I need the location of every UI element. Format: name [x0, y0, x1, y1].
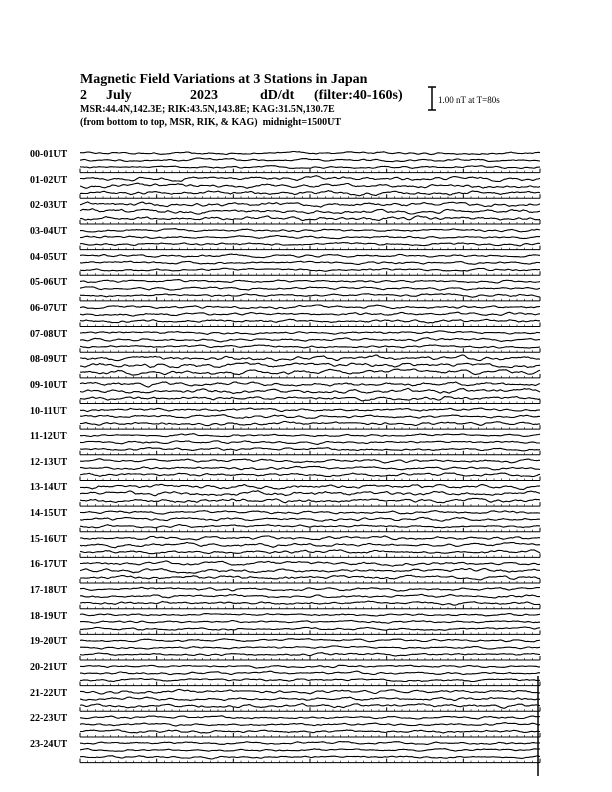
row-label-01-02UT: 01-02UT: [30, 174, 68, 186]
trace-RIK-23-24UT: [80, 749, 540, 752]
trace-KAG-03-04UT: [80, 229, 540, 232]
trace-RIK-19-20UT: [80, 646, 540, 649]
trace-RIK-16-17UT: [80, 569, 540, 574]
row-label-22-23UT: 22-23UT: [30, 713, 68, 725]
trace-RIK-05-06UT: [80, 287, 540, 290]
trace-MSR-07-08UT: [80, 345, 540, 348]
trace-KAG-10-11UT: [80, 408, 540, 411]
trace-KAG-13-14UT: [80, 484, 540, 489]
trace-MSR-23-24UT: [80, 756, 540, 759]
row-label-15-16UT: 15-16UT: [30, 533, 68, 545]
filter-label: (filter:40-160s): [314, 88, 403, 103]
trace-RIK-00-01UT: [80, 158, 540, 162]
trace-MSR-17-18UT: [80, 601, 540, 605]
row-label-06-07UT: 06-07UT: [30, 302, 68, 314]
row-label-20-21UT: 20-21UT: [30, 662, 68, 673]
trace-MSR-11-12UT: [80, 448, 540, 451]
trace-RIK-03-04UT: [80, 236, 540, 239]
trace-MSR-05-06UT: [80, 294, 540, 298]
row-label-10-11UT: 10-11UT: [30, 405, 67, 417]
trace-KAG-20-21UT: [80, 665, 540, 668]
trace-MSR-18-19UT: [80, 627, 540, 630]
trace-RIK-21-22UT: [80, 697, 540, 701]
midnight-note: midnight=1500UT: [262, 117, 342, 128]
trace-KAG-09-10UT: [80, 382, 540, 387]
row-label-02-03UT: 02-03UT: [30, 200, 68, 212]
trace-KAG-17-18UT: [80, 587, 540, 591]
row-label-13-14UT: 13-14UT: [30, 482, 68, 494]
row-label-09-10UT: 09-10UT: [30, 379, 68, 391]
trace-KAG-23-24UT: [80, 742, 540, 745]
trace-MSR-15-16UT: [80, 550, 540, 554]
trace-MSR-02-03UT: [80, 216, 540, 221]
row-label-12-13UT: 12-13UT: [30, 456, 68, 468]
trace-RIK-22-23UT: [80, 723, 540, 726]
quantity-label: dD/dt: [260, 88, 295, 103]
date-month: July: [106, 88, 132, 103]
trace-KAG-04-05UT: [80, 254, 540, 258]
row-label-21-22UT: 21-22UT: [30, 687, 68, 699]
trace-RIK-13-14UT: [80, 491, 540, 496]
trace-KAG-18-19UT: [80, 614, 540, 617]
trace-KAG-02-03UT: [80, 202, 540, 207]
row-label-18-19UT: 18-19UT: [30, 610, 68, 622]
trace-RIK-06-07UT: [80, 312, 540, 316]
trace-RIK-11-12UT: [80, 441, 540, 445]
trace-RIK-04-05UT: [80, 261, 540, 264]
trace-RIK-01-02UT: [80, 183, 540, 188]
trace-KAG-16-17UT: [80, 561, 540, 566]
trace-KAG-19-20UT: [80, 639, 540, 642]
trace-KAG-00-01UT: [80, 152, 540, 155]
row-label-19-20UT: 19-20UT: [30, 636, 68, 648]
trace-MSR-06-07UT: [80, 319, 540, 323]
trace-RIK-18-19UT: [80, 620, 540, 623]
trace-KAG-05-06UT: [80, 280, 540, 283]
row-label-03-04UT: 03-04UT: [30, 225, 68, 237]
trace-KAG-06-07UT: [80, 305, 540, 309]
trace-KAG-12-13UT: [80, 459, 540, 463]
row-label-04-05UT: 04-05UT: [30, 251, 68, 263]
row-label-00-01UT: 00-01UT: [30, 149, 68, 160]
trace-KAG-07-08UT: [80, 331, 540, 335]
trace-RIK-10-11UT: [80, 415, 540, 419]
trace-RIK-08-09UT: [80, 363, 540, 368]
row-label-17-18UT: 17-18UT: [30, 585, 68, 597]
date-year: 2023: [190, 88, 218, 103]
trace-MSR-20-21UT: [80, 679, 540, 682]
station-coordinates: MSR:44.4N,142.3E; RIK:43.5N,143.8E; KAG:31.5N,130.7E: [80, 104, 335, 115]
trace-RIK-07-08UT: [80, 338, 540, 342]
trace-MSR-22-23UT: [80, 730, 540, 733]
station-order-note: (from bottom to top, MSR, RIK, & KAG): [80, 117, 258, 128]
trace-MSR-19-20UT: [80, 653, 540, 656]
trace-MSR-10-11UT: [80, 421, 540, 425]
row-label-05-06UT: 05-06UT: [30, 277, 68, 289]
trace-RIK-15-16UT: [80, 542, 540, 547]
trace-RIK-17-18UT: [80, 594, 540, 598]
trace-KAG-01-02UT: [80, 176, 540, 182]
trace-RIK-02-03UT: [80, 209, 540, 214]
trace-KAG-22-23UT: [80, 716, 540, 719]
chart-title: Magnetic Field Variations at 3 Stations in Japan: [80, 72, 368, 87]
trace-KAG-14-15UT: [80, 511, 540, 514]
row-label-14-15UT: 14-15UT: [30, 508, 68, 520]
trace-KAG-21-22UT: [80, 689, 540, 694]
trace-MSR-00-01UT: [80, 166, 540, 169]
date-day: 2: [80, 88, 87, 103]
row-label-23-24UT: 23-24UT: [30, 738, 68, 750]
trace-MSR-14-15UT: [80, 525, 540, 528]
trace-RIK-12-13UT: [80, 466, 540, 470]
trace-MSR-03-04UT: [80, 243, 540, 246]
trace-MSR-12-13UT: [80, 473, 540, 477]
trace-KAG-15-16UT: [80, 536, 540, 540]
row-label-07-08UT: 07-08UT: [30, 328, 68, 340]
scale-bar-label: 1.00 nT at T=80s: [438, 95, 500, 105]
trace-KAG-08-09UT: [80, 355, 540, 361]
trace-RIK-09-10UT: [80, 388, 540, 393]
row-label-16-17UT: 16-17UT: [30, 559, 68, 571]
row-label-11-12UT: 11-12UT: [30, 431, 67, 443]
trace-MSR-04-05UT: [80, 268, 540, 271]
trace-KAG-11-12UT: [80, 434, 540, 437]
trace-RIK-14-15UT: [80, 517, 540, 521]
row-label-08-09UT: 08-09UT: [30, 354, 68, 366]
trace-RIK-20-21UT: [80, 671, 540, 674]
